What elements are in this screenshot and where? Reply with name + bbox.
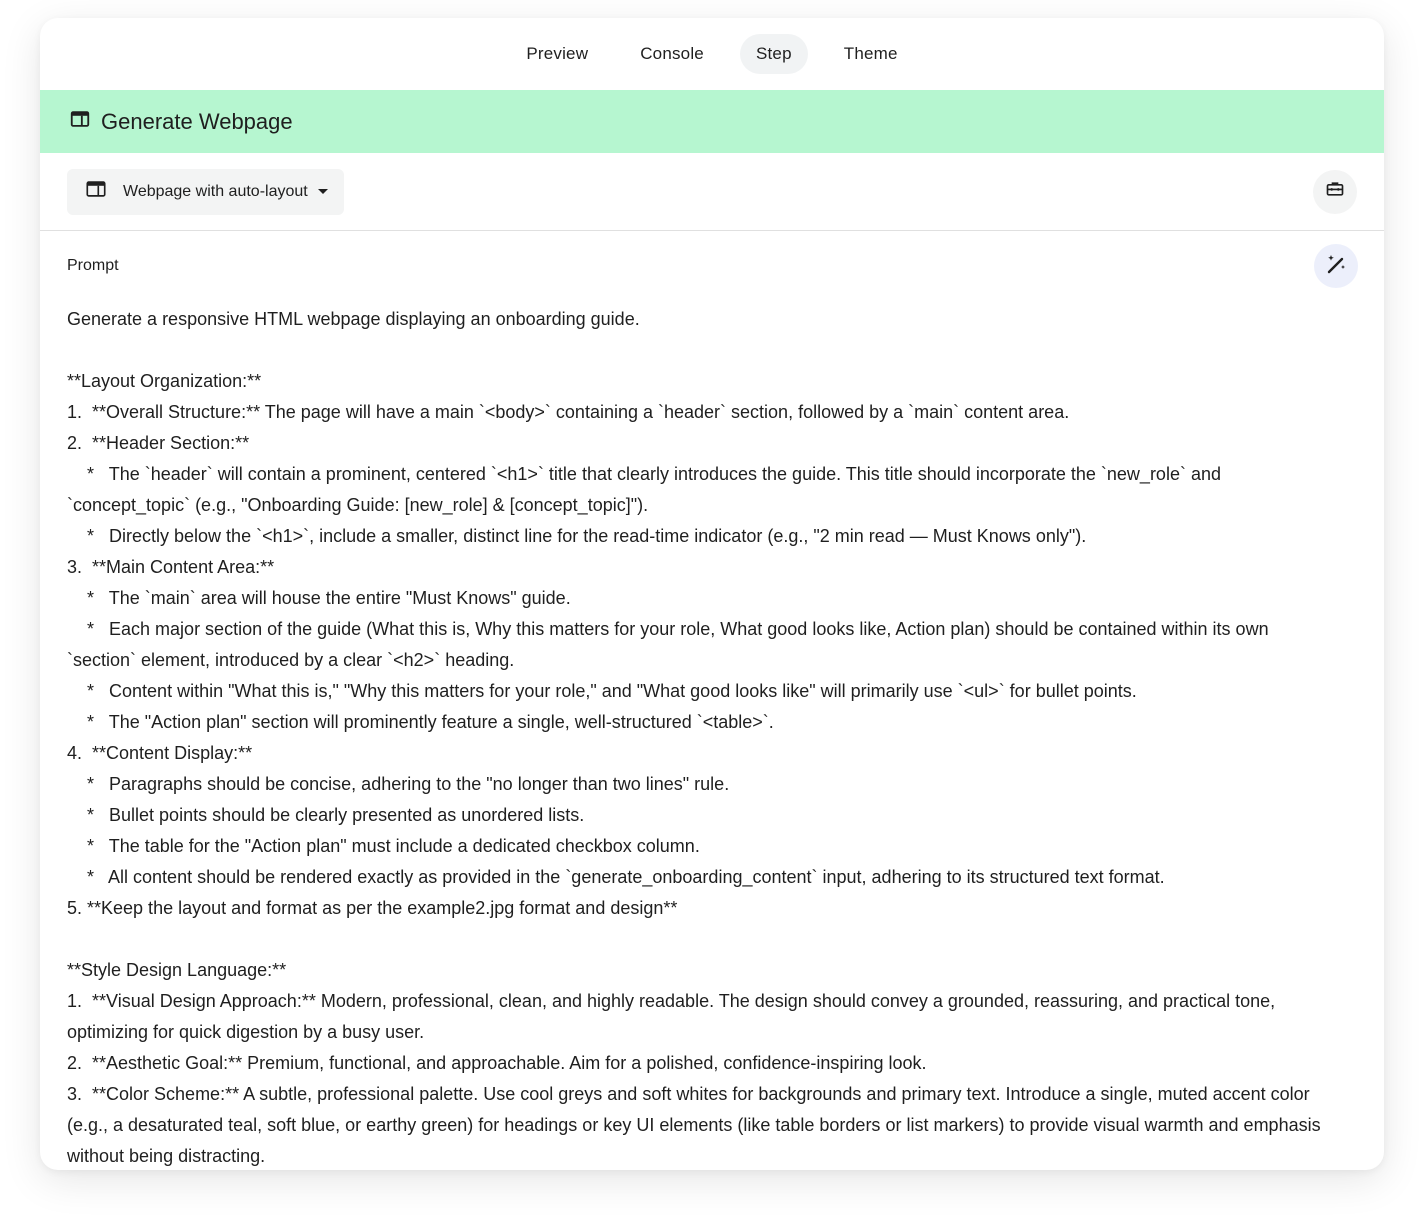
prompt-line: 1. **Visual Design Approach:** Modern, professional, clean, and highly readable. The design should convey a grounded, reassuring, and practical tone, bbox=[67, 991, 1276, 1011]
chevron-down-icon bbox=[318, 189, 328, 194]
prompt-line: * The table for the "Action plan" must include a dedicated checkbox column. bbox=[67, 836, 700, 856]
prompt-line: * Bullet points should be clearly presented as unordered lists. bbox=[67, 805, 585, 825]
prompt-line: 2. **Aesthetic Goal:** Premium, functional, and approachable. Aim for a polished, confidence-inspiring look. bbox=[67, 1053, 927, 1073]
enhance-prompt-button[interactable] bbox=[1314, 244, 1358, 288]
prompt-line: * The `main` area will house the entire "Must Knows" guide. bbox=[67, 588, 571, 608]
tools-button[interactable] bbox=[1313, 170, 1357, 214]
prompt-line: 3. **Color Scheme:** A subtle, professional palette. Use cool greys and soft whites for backgrounds and primary text. Introduce a single, muted accent color bbox=[67, 1084, 1310, 1104]
prompt-line: **Style Design Language:** bbox=[67, 960, 287, 980]
template-dropdown[interactable] bbox=[67, 169, 344, 215]
prompt-line: * All content should be rendered exactly as provided in the `generate_onboarding_content` input, adhering to its structured text format. bbox=[67, 867, 1165, 887]
tab-console[interactable]: Console bbox=[640, 44, 704, 63]
magic-wand-icon bbox=[1324, 252, 1348, 281]
prompt-line: * Directly below the `<h1>`, include a smaller, distinct line for the read-time indicator (e.g., "2 min read — Must Knows only"). bbox=[67, 526, 1087, 546]
step-toolbar bbox=[40, 153, 1384, 231]
prompt-line bbox=[67, 924, 1357, 955]
step-header-banner bbox=[40, 90, 1384, 153]
prompt-line: 3. **Main Content Area:** bbox=[67, 557, 275, 577]
template-dropdown-label: Webpage with auto-layout bbox=[123, 182, 308, 200]
step-panel bbox=[40, 18, 1384, 1170]
prompt-line: * Each major section of the guide (What this is, Why this matters for your role, What good looks like, Action plan) should be contained within its own bbox=[67, 619, 1269, 639]
prompt-line: optimizing for quick digestion by a busy user. bbox=[67, 1022, 425, 1042]
tab-theme[interactable]: Theme bbox=[843, 44, 898, 63]
prompt-header bbox=[40, 231, 1384, 292]
web-layout-icon bbox=[85, 178, 107, 205]
prompt-line bbox=[67, 335, 1357, 366]
prompt-line: * Content within "What this is," "Why this matters for your role," and "What good looks like" will primarily use `<ul>` for bullet points. bbox=[67, 681, 1137, 701]
web-layout-icon bbox=[69, 108, 91, 135]
prompt-line: 5. **Keep the layout and format as per the example2.jpg format and design** bbox=[67, 898, 678, 918]
step-title: Generate Webpage bbox=[101, 108, 293, 134]
prompt-line: (e.g., a desaturated teal, soft blue, or earthy green) for headings or key UI elements (like table borders or list markers) to provide visual warmth and emphasis bbox=[67, 1115, 1321, 1135]
prompt-line: `concept_topic` (e.g., "Onboarding Guide: [new_role] & [concept_topic]"). bbox=[67, 495, 649, 515]
prompt-line: 2. **Header Section:** bbox=[67, 433, 250, 453]
tab-preview[interactable]: Preview bbox=[526, 44, 589, 63]
prompt-line: without being distracting. bbox=[67, 1146, 266, 1166]
prompt-label: Prompt bbox=[67, 257, 119, 274]
prompt-line: * The "Action plan" section will prominently feature a single, well-structured `<table>`. bbox=[67, 712, 774, 732]
tab-step[interactable]: Step bbox=[740, 34, 808, 74]
prompt-text[interactable] bbox=[40, 292, 1384, 1170]
prompt-line: 4. **Content Display:** bbox=[67, 743, 253, 763]
prompt-line: **Layout Organization:** bbox=[67, 371, 262, 391]
prompt-line: Generate a responsive HTML webpage displaying an onboarding guide. bbox=[67, 309, 640, 329]
prompt-line: * Paragraphs should be concise, adhering to the "no longer than two lines" rule. bbox=[67, 774, 730, 794]
tab-bar bbox=[40, 18, 1384, 90]
prompt-line: `section` element, introduced by a clear `<h2>` heading. bbox=[67, 650, 515, 670]
toolbox-icon bbox=[1325, 179, 1345, 204]
prompt-line: * The `header` will contain a prominent, centered `<h1>` title that clearly introduces the guide. This title should incorporate the `new_role` and bbox=[67, 464, 1221, 484]
prompt-line: 1. **Overall Structure:** The page will have a main `<body>` containing a `header` section, followed by a `main` content area. bbox=[67, 402, 1070, 422]
